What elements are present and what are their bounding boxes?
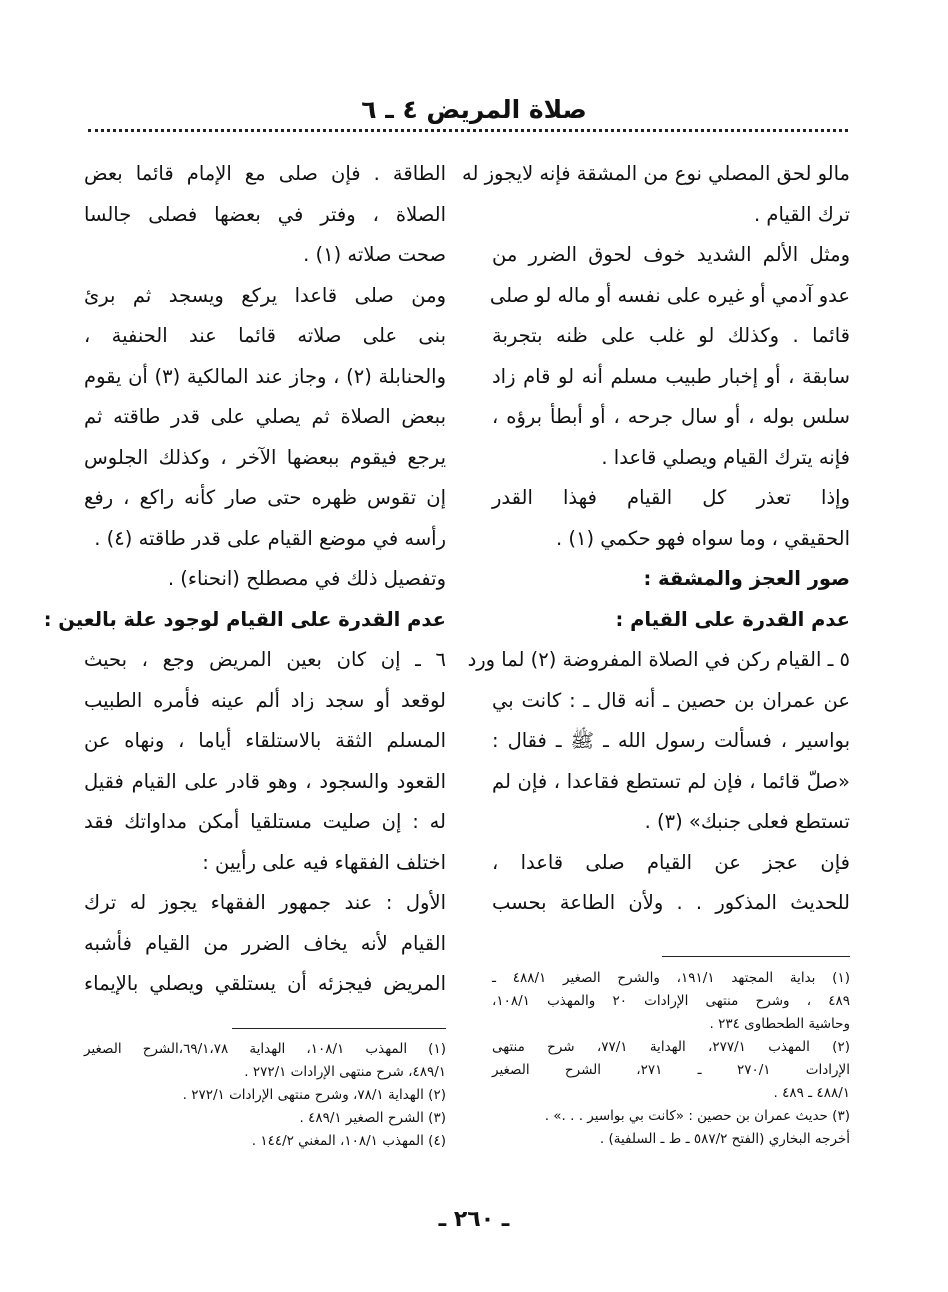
subsection-heading: عدم القدرة على القيام : (615, 607, 850, 631)
body-line: مالو لحق المصلي نوع من المشقة فإنه لايجوز له (462, 162, 850, 185)
footnote-separator-right (662, 956, 850, 957)
body-line: ترك القيام . (754, 202, 850, 226)
body-line: المريض فيجزئه أن يستلقي ويصلي بالإيماء (84, 972, 446, 995)
footnotes-right (492, 967, 850, 1151)
body-line: والحنابلة (٢) ، وجاز عند المالكية (٣) أن يقوم (84, 364, 446, 388)
footnote-line: الإرادات ٢٧٠/١ ـ ٢٧١، الشرح الصغير (492, 1062, 850, 1078)
body-line: وتفصيل ذلك في مصطلح (انحناء) . (167, 567, 446, 590)
body-line: سابقة ، أو إخبار طبيب مسلم أنه لو قام زاد (492, 364, 850, 388)
page-header-title: صلاة المريض ٤ ـ ٦ (361, 95, 587, 124)
footnote-line: وحاشية الطحطاوى ٢٣٤ . (709, 1016, 850, 1032)
subsection-heading: عدم القدرة على القيام لوجود علة بالعين : (43, 607, 446, 631)
footnote-line: (١) المهذب ١٠٨/١، الهداية ٦٩/١،٧٨،الشرح الصغير (84, 1041, 446, 1057)
footnote-line: ٤٨٩ ، وشرح منتهى الإرادات ٢٠ والمهذب ١٠٨/١، (492, 993, 850, 1009)
footnote-line: (٣) الشرح الصغير ٤٨٩/١ . (299, 1110, 446, 1126)
body-line: عن عمران بن حصين ـ أنه قال ـ : كانت بي (492, 688, 850, 712)
body-line: تستطع فعلى جنبك» (٣) . (644, 810, 850, 833)
body-line: الصلاة ، وفتر في بعضها فصلى جالسا (84, 202, 446, 226)
body-line: فإنه يترك القيام ويصلي قاعدا . (601, 445, 850, 469)
section-heading: صور العجز والمشقة : (643, 567, 850, 590)
body-line: المسلم الثقة بالاستلقاء أياما ، ونهاه عن (84, 729, 446, 752)
footnote-line: (٢) الهداية ٧٨/١، وشرح منتهى الإرادات ٢٧٢/١ . (182, 1087, 446, 1103)
body-line: ومن صلى قاعدا يركع ويسجد ثم برئ (84, 283, 446, 307)
body-line: القعود والسجود ، وهو قادر على القيام فقيل (84, 769, 446, 793)
body-line: صحت صلاته (١) . (303, 243, 446, 266)
page-number: ـ ٢٦٠ ـ (438, 1207, 510, 1232)
body-line: ومثل الألم الشديد خوف لحوق الضرر من (492, 243, 850, 266)
body-line: للحديث المذكور . . ولأن الطاعة بحسب (492, 891, 850, 914)
body-line: سلس بوله ، أو سال جرحه ، أو أبطأ برؤه ، (492, 405, 850, 428)
body-line: الحقيقي ، وما سواه فهو حكمي (١) . (556, 526, 850, 550)
left-column (43, 154, 446, 1005)
body-line: القيام لأنه يخاف الضرر من القيام فأشبه (84, 931, 446, 955)
footnote-line: (٤) المهذب ١٠٨/١، المغني ١٤٤/٢ . (251, 1133, 446, 1149)
body-line: اختلف الفقهاء فيه على رأيين : (202, 850, 446, 874)
body-line: ٥ ـ القيام ركن في الصلاة المفروضة (٢) لما ورد (467, 648, 850, 671)
footnote-line: (١) بداية المجتهد ١٩١/١، والشرح الصغير ٤٨٨/١ ـ (492, 970, 850, 986)
body-line: ٦ ـ إن كان بعين المريض وجع ، بحيث (84, 648, 446, 671)
body-line: له : إن صليت مستلقيا أمكن مداواتك فقد (84, 810, 446, 833)
body-line: ببعض الصلاة ثم يصلي على قدر طاقته ثم (84, 405, 446, 428)
body-line: عدو آدمي أو غيره على نفسه أو ماله لو صلى (489, 283, 850, 307)
footnote-line: ٤٨٨/١ ـ ٤٨٩ . (773, 1085, 850, 1101)
footnote-line: (٣) حديث عمران بن حصين : «كانت بي بواسير . . .» . (544, 1108, 850, 1124)
footnote-line: أخرجه البخاري (الفتح ٥٨٧/٢ ـ ط ـ السلفية) . (599, 1131, 850, 1147)
body-line: قائما . وكذلك لو غلب على ظنه بتجربة (492, 324, 850, 347)
body-line: الأول : عند جمهور الفقهاء يجوز له ترك (84, 891, 446, 914)
body-line: وإذا تعذر كل القيام فهذا القدر (492, 486, 850, 509)
right-column (462, 154, 850, 924)
body-line: إن تقوس ظهره حتى صار كأنه راكع ، رفع (84, 486, 446, 509)
body-line: بنى على صلاته قائما عند الحنفية ، (84, 324, 446, 347)
body-line: لوقعد أو سجد زاد ألم عينه فأمره الطبيب (84, 688, 446, 712)
body-line: الطاقة . فإن صلى مع الإمام قائما بعض (84, 162, 446, 185)
body-line: يرجع فيقوم ببعضها الآخر ، وكذلك الجلوس (84, 445, 446, 469)
header-dotted-rule (88, 129, 848, 132)
body-line: فإن عجز عن القيام صلى قاعدا ، (492, 850, 850, 874)
footnote-line: ٤٨٩/١، شرح منتهى الإرادات ٢٧٢/١ . (244, 1064, 446, 1080)
footnote-separator-left (232, 1028, 446, 1029)
footnote-line: (٢) المهذب ٢٧٧/١، الهداية ٧٧/١، شرح منتهى (492, 1039, 850, 1055)
footnotes-left (84, 1038, 446, 1153)
body-line: بواسير ، فسألت رسول الله ـ ﷺ ـ فقال : (492, 729, 850, 752)
body-line: «صلّ قائما ، فإن لم تستطع فقاعدا ، فإن لم (492, 769, 850, 793)
body-line: رأسه في موضع القيام على قدر طاقته (٤) . (94, 526, 446, 550)
